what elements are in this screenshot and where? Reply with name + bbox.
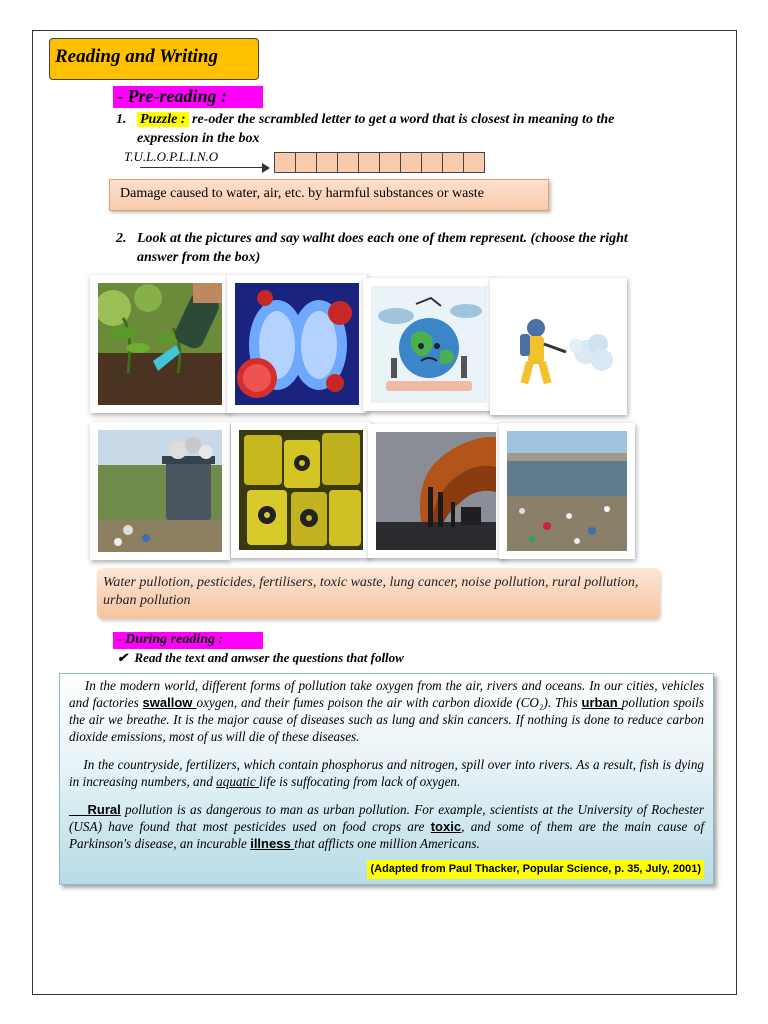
p2-text-a: In the countryside, fertilizers, which contain phosphorus and nitrogen, spill over into rivers. As a result, fish is dying in increasing numbers, and [69, 757, 705, 789]
passage-paragraph-3 [69, 801, 704, 852]
instruction-text: Read the text and anwser the questions that follow [134, 650, 404, 665]
letter-box[interactable] [463, 152, 485, 173]
section-title: Reading and Writing [49, 38, 259, 80]
p3-text-c: that afflicts one million Americans. [294, 836, 480, 851]
during-reading-heading: - During reading : [113, 632, 263, 649]
keyword-illness: illness [250, 836, 295, 851]
answer-letter-boxes[interactable] [274, 152, 484, 173]
arrow-line [140, 167, 268, 168]
keyword-rural: Rural [87, 802, 121, 817]
factory-smoke-photo [368, 424, 504, 558]
passage-paragraph-2 [69, 756, 704, 790]
q1-instruction: re-oder the scrambled letter to get a word that is closest in meaning to the [192, 112, 615, 127]
keyword-swallow: swallow [142, 695, 197, 710]
letter-box[interactable] [295, 152, 317, 173]
polluted-earth-illustration [363, 278, 495, 411]
p1-text-a: In the modern world, different forms of pollution take oxygen from the air, rivers and oceans. In our cities, vehicles and factories [69, 678, 704, 710]
source-citation: (Adapted from Paul Thacker, Popular Science, p. 35, July, 2001) [367, 860, 704, 879]
scrambled-letters: T.U.L.O.P.L.I.N.O [124, 149, 219, 164]
checkmark-icon: ✔ [117, 650, 128, 665]
reading-passage [59, 673, 714, 885]
spraying-pesticide-illustration [490, 278, 627, 415]
instruction-line [117, 650, 404, 666]
q1-number: 1. [116, 112, 127, 127]
q1-text [137, 110, 697, 129]
toxic-waste-barrels-photo [231, 422, 371, 558]
letter-box[interactable] [442, 152, 464, 173]
lung-cancer-photo [227, 275, 367, 413]
letter-box[interactable] [274, 152, 296, 173]
letter-box[interactable] [400, 152, 422, 173]
q2-number: 2. [116, 231, 127, 246]
p2-text-b: life is suffocating from lack of oxygen. [259, 774, 461, 789]
letter-box[interactable] [316, 152, 338, 173]
q2-text-line2: answer from the box) [137, 250, 261, 265]
q1-instruction-line2: expression in the box [137, 131, 260, 146]
letter-box[interactable] [358, 152, 380, 173]
letter-box[interactable] [421, 152, 443, 173]
p3-text-a: pollution is as dangerous to man as urban pollution. For example, scientists at the University of Rochester (USA) have found that most pesticides used on food crops are [69, 802, 704, 834]
letter-box[interactable] [337, 152, 359, 173]
p1-text-b: oxygen, and their fumes poison the air with carbon dioxide (CO₂). This [196, 695, 582, 710]
arrow-right-icon [262, 163, 270, 173]
p1-text-c: pollution spoils the air we breathe. It is the major cause of diseases such as lung and skin cancers. If nothing is done to reduce carbon dioxide emissions, most of us will die of these diseases. [69, 695, 704, 744]
definition-box: Damage caused to water, air, etc. by harmful substances or waste [109, 179, 549, 211]
answer-choices-box: Water pullotion, pesticides, fertilisers, toxic waste, lung cancer, noise pollution, rural pollution, urban pollution [97, 568, 660, 619]
passage-paragraph-1 [69, 677, 704, 745]
keyword-urban: urban [581, 695, 622, 710]
p3-text-b: , and some of them are the main cause of Parkinson's disease, an incurable [69, 819, 705, 851]
keyword-aquatic: aquatic [216, 774, 259, 789]
rubbish-bin-photo [90, 422, 230, 560]
puzzle-label: Puzzle : [137, 112, 189, 127]
letter-box[interactable] [379, 152, 401, 173]
q2-text: Look at the pictures and say walht does each one of them represent. (choose the right [137, 231, 628, 246]
keyword-toxic: toxic [430, 819, 462, 834]
pre-reading-heading: - Pre-reading : [113, 86, 263, 108]
gardening-pesticide-photo [90, 275, 230, 413]
polluted-shore-photo [499, 423, 635, 559]
